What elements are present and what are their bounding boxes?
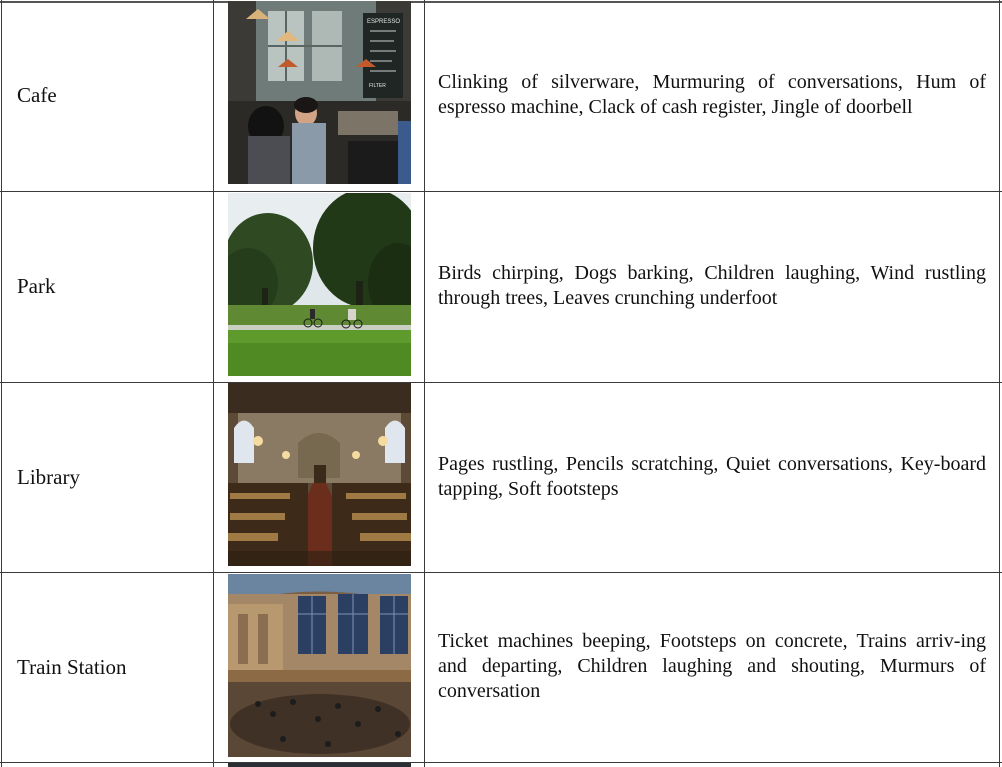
- sound-description: Birds chirping, Dogs barking, Children laughing, Wind rustling through trees, Leaves crunching underfoot: [438, 262, 986, 309]
- sound-description: Ticket machines beeping, Footsteps on concrete, Trains arriv-ing and departing, Children laughing and shouting, Murmurs of conversation: [438, 630, 986, 702]
- train-station-photo: [228, 574, 411, 757]
- table-row: [0, 0, 1002, 190]
- library-photo: [228, 383, 411, 566]
- sound-description: Clinking of silverware, Murmuring of conversations, Hum of espresso machine, Clack of cash register, Jingle of doorbell: [438, 71, 986, 118]
- row-divider: [0, 762, 1002, 763]
- next-row-photo-edge: [228, 763, 411, 767]
- table-row: [0, 191, 1002, 381]
- sound-description: Pages rustling, Pencils scratching, Quiet conversations, Key-board tapping, Soft footsteps: [438, 453, 986, 500]
- table-row: [0, 382, 1002, 572]
- svg-text:FILTER: FILTER: [369, 83, 386, 89]
- cafe-photo: [228, 1, 411, 184]
- menu-board-text: ESPRESSO: [367, 19, 401, 25]
- place-label: Library: [17, 465, 80, 489]
- place-label: Train Station: [17, 655, 127, 679]
- table-row: [0, 572, 1002, 762]
- park-photo: [228, 193, 411, 376]
- place-label: Park: [17, 274, 56, 298]
- place-label: Cafe: [17, 83, 57, 107]
